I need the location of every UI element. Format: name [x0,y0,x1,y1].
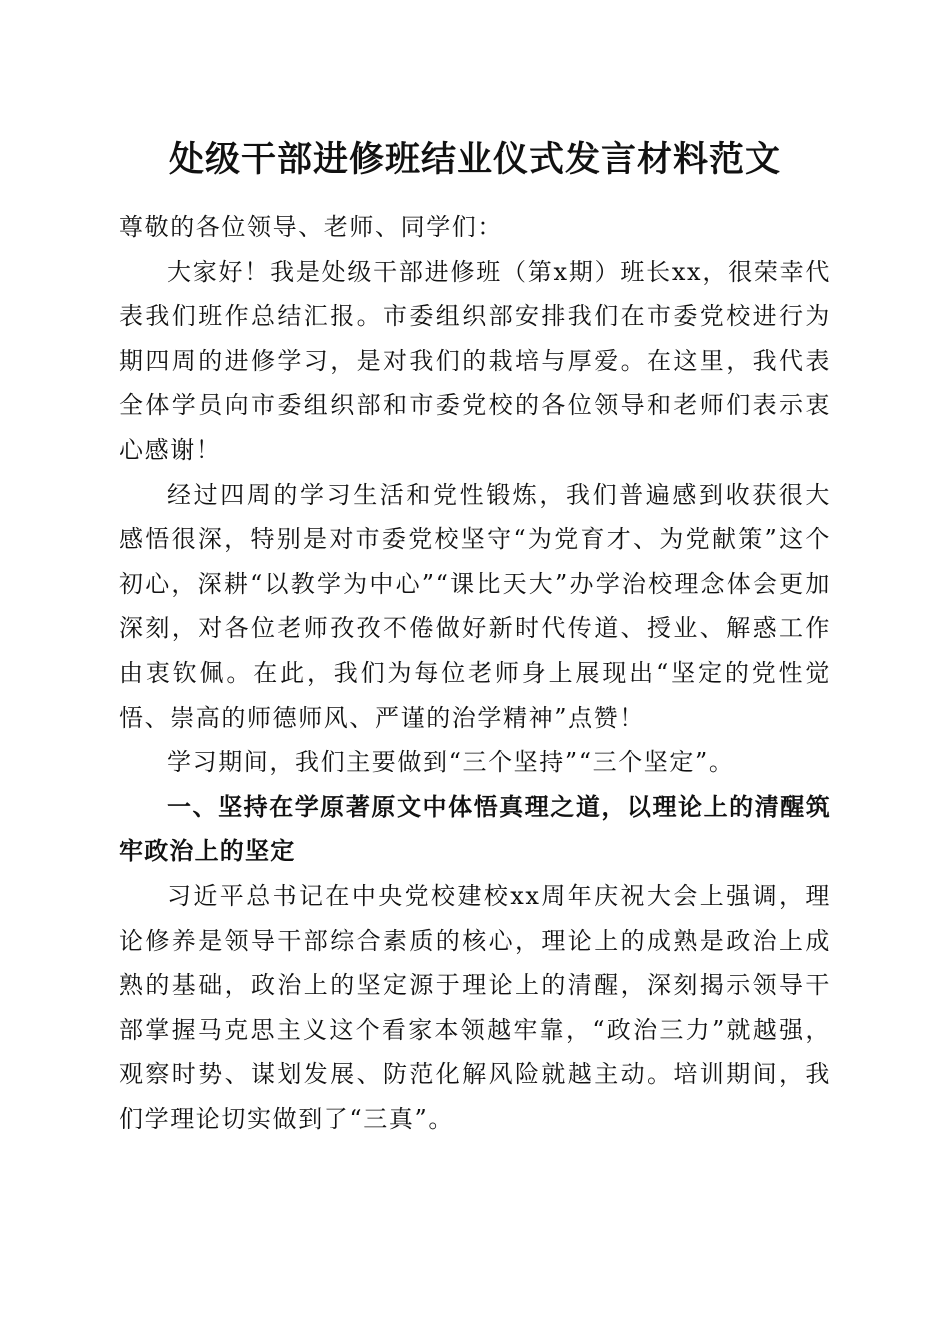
paragraph-greeting: 大家好！我是处级干部进修班（第x期）班长xx，很荣幸代表我们班作总结汇报。市委组织部安排我们在市委党校进行为期四周的进修学习，是对我们的栽培与厚爱。在这里，我代表全体学员向市委组织部和市委党校的各位领导和老师们表示衷心感谢！ [119,257,831,464]
paragraph-section-1: 习近平总书记在中央党校建校xx周年庆祝大会上强调，理论修养是领导干部综合素质的核心，理论上的成熟是政治上成熟的基础，政治上的坚定源于理论上的清醒，深刻揭示领导干部掌握马克思主义这个看家本领越牢靠，“政治三力”就越强，观察时势、谋划发展、防范化解风险就越主动。培训期间，我们学理论切实做到了“三真”。 [119,881,831,1133]
paragraph-reflection: 经过四周的学习生活和党性锻炼，我们普遍感到收获很大感悟很深，特别是对市委党校坚守“为党育才、为党献策”这个初心，深耕“以教学为中心”“课比天大”办学治校理念体会更加深刻，对各位老师孜孜不倦做好新时代传道、授业、解惑工作由衷钦佩。在此，我们为每位老师身上展现出“坚定的党性觉悟、崇高的师德师风、严谨的治学精神”点赞！ [119,480,831,732]
paragraph-summary: 学习期间，我们主要做到“三个坚持”“三个坚定”。 [167,748,735,777]
salutation: 尊敬的各位领导、老师、同学们： [119,213,503,241]
section-heading-1: 一、坚持在学原著原文中体悟真理之道，以理论上的清醒筑牢政治上的坚定 [119,792,831,866]
document-body [119,205,831,1141]
document-title: 处级干部进修班结业仪式发言材料范文 [168,139,781,180]
